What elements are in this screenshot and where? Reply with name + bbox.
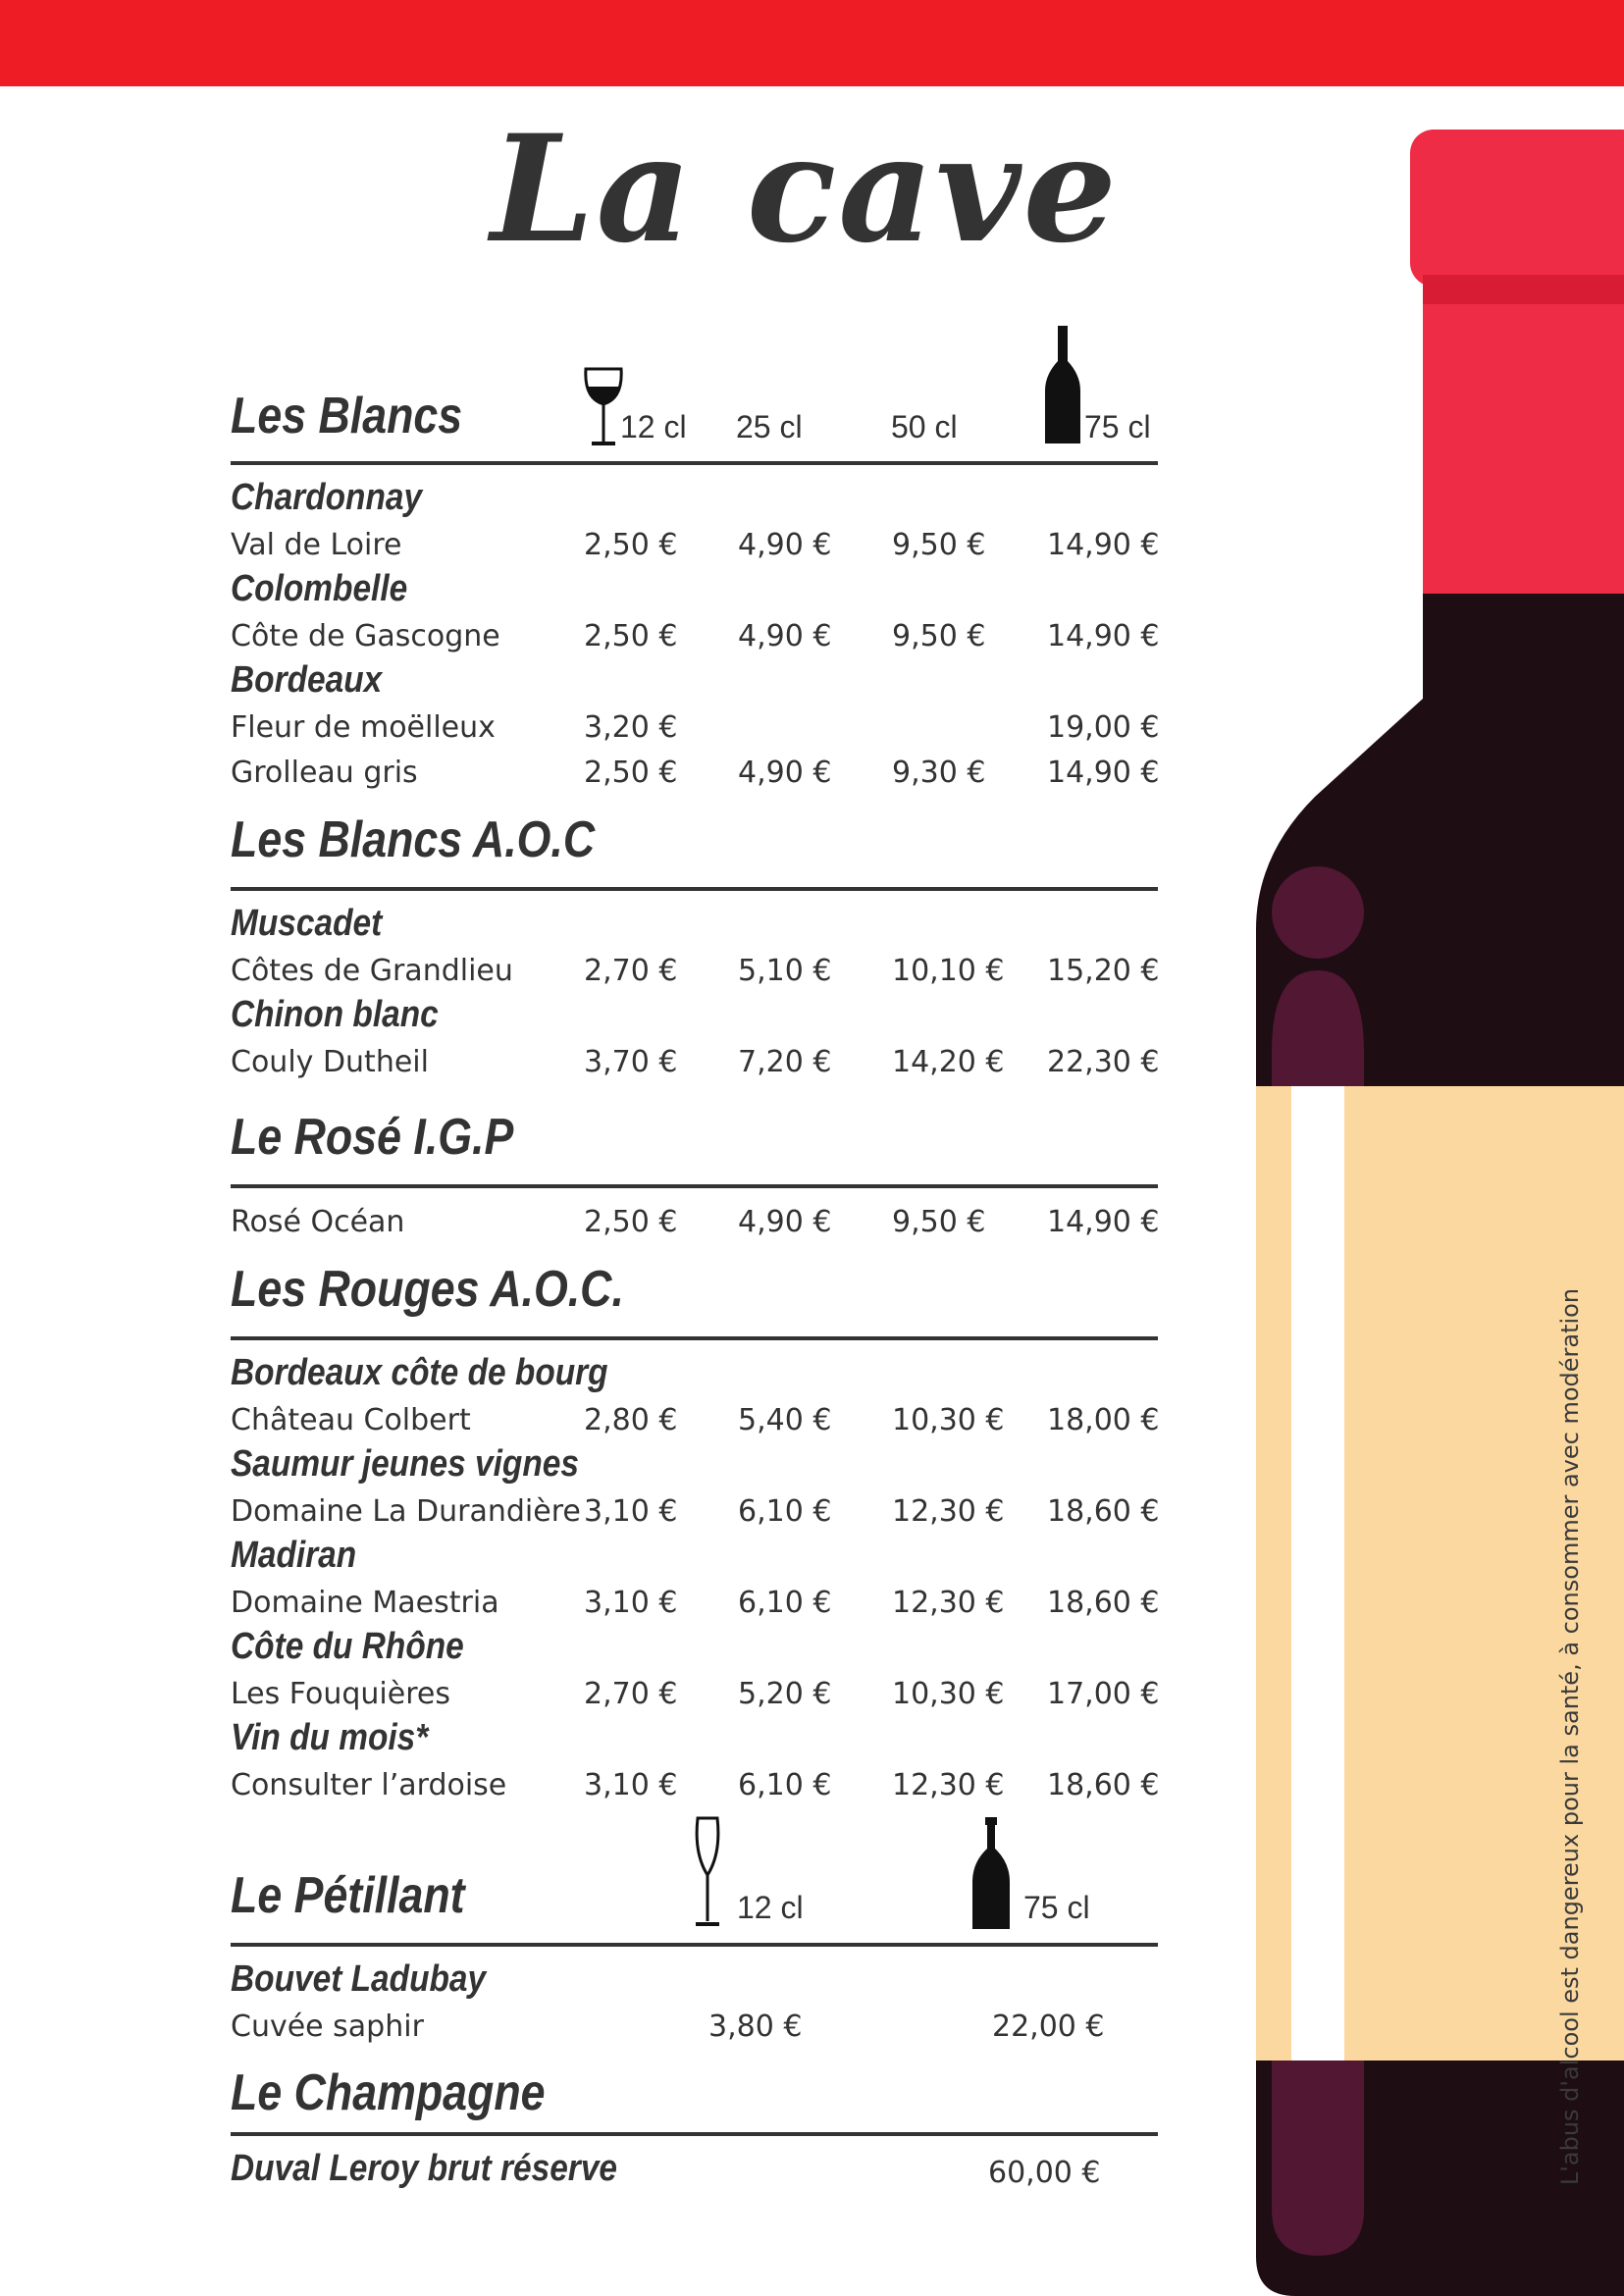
wine-row: Fleur de moëlleux 3,20 € 19,00 € [231,710,1160,745]
wine-row: Château Colbert 2,80 € 5,40 € 10,30 € 18,00 € [231,1403,1160,1437]
wine-row: Domaine La Durandière 3,10 € 6,10 € 12,30 € 18,60 € [231,1494,1160,1529]
wine-name: Bordeaux [231,659,383,701]
section-title: Les Rouges A.O.C. [231,1261,624,1318]
wine-row: Couly Dutheil 3,70 € 7,20 € 14,20 € 22,30 € [231,1045,1160,1079]
wine-name: Vin du mois* [231,1717,429,1758]
champagne-flute-icon [690,1815,725,1929]
header-12cl: 12 cl [620,409,687,444]
wine-name: Côte du Rhône [231,1626,464,1667]
wine-row: Grolleau gris 2,50 € 4,90 € 9,30 € 14,90 € [231,756,1160,790]
section-divider [231,1336,1158,1340]
header-12cl: 12 cl [737,1890,804,1925]
section-divider [231,1943,1158,1947]
wine-name: Bordeaux côte de bourg [231,1352,608,1393]
sparkling-bottle-icon [970,1815,1012,1931]
section-divider [231,887,1158,891]
section-title: Les Blancs [231,388,463,444]
wine-row: Consulter l’ardoise 3,10 € 6,10 € 12,30 € 18,60 € [231,1768,1160,1802]
page-title: La cave [491,103,1120,276]
wine-row: Côtes de Grandlieu 2,70 € 5,10 € 10,10 € 15,20 € [231,954,1160,988]
wine-row: Domaine Maestria 3,10 € 6,10 € 12,30 € 18,60 € [231,1586,1160,1620]
section-title: Le Rosé I.G.P [231,1109,514,1166]
wine-name: Madiran [231,1535,357,1576]
health-warning-text: L'abus d'alcool est dangereux pour la santé, à consommer avec modération [1556,1287,1584,2186]
header-75cl: 75 cl [1023,1890,1090,1925]
header-25cl: 25 cl [736,409,803,444]
header-50cl: 50 cl [891,409,958,444]
wine-name: Colombelle [231,568,408,609]
section-title: Le Champagne [231,2064,546,2121]
wine-row: 60,00 € [988,2156,1101,2190]
wine-row: Rosé Océan 2,50 € 4,90 € 9,50 € 14,90 € [231,1205,1160,1239]
wine-row: Côte de Gascogne 2,50 € 4,90 € 9,50 € 14,90 € [231,619,1160,653]
wine-row: Val de Loire 2,50 € 4,90 € 9,50 € 14,90 € [231,528,1160,562]
wine-name: Chinon blanc [231,994,439,1035]
wine-name: Chardonnay [231,477,423,518]
section-divider [231,1184,1158,1188]
wine-row: Les Fouquières 2,70 € 5,20 € 10,30 € 17,00 € [231,1677,1160,1711]
section-title: Le Pétillant [231,1867,465,1924]
section-divider [231,461,1158,465]
wine-name: Bouvet Ladubay [231,1958,487,2000]
wine-bottle-icon [1045,324,1080,445]
wine-name: Muscadet [231,903,383,944]
header-75cl: 75 cl [1084,409,1151,444]
section-divider [231,2132,1158,2136]
wine-name: Saumur jeunes vignes [231,1443,579,1485]
wine-name: Duval Leroy brut réserve [231,2148,618,2189]
section-title: Les Blancs A.O.C [231,811,596,868]
top-red-bar [0,0,1624,86]
wine-row: Cuvée saphir 3,80 € 22,00 € [231,2009,1105,2044]
wine-glass-icon [582,365,625,447]
